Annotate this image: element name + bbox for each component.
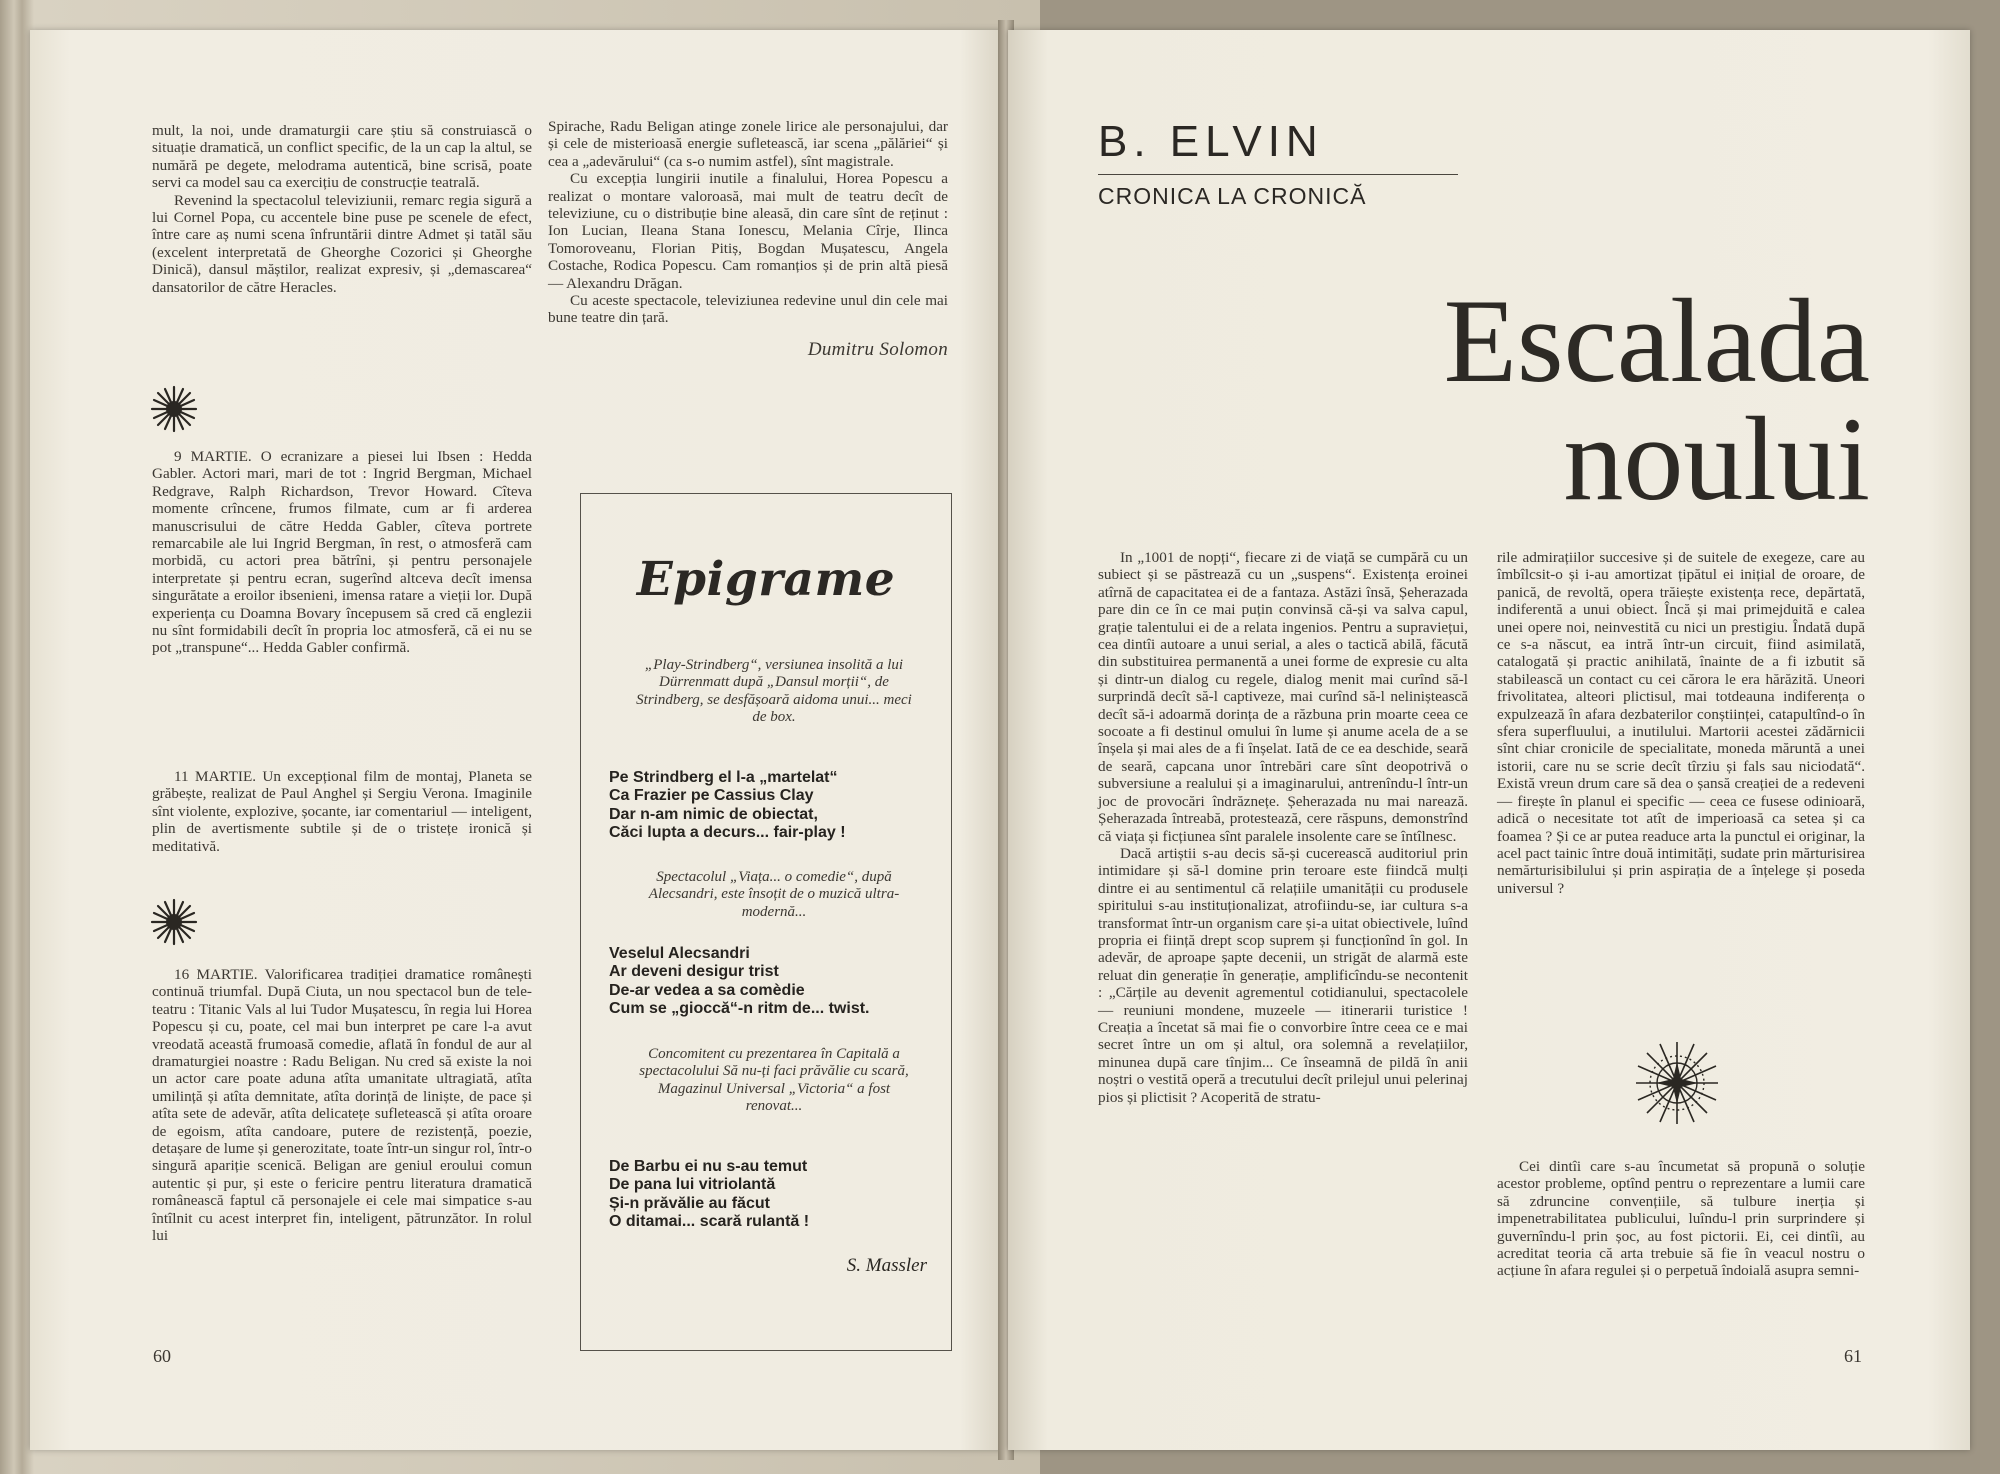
right-page-column-2-bottom xyxy=(1497,1158,1865,1280)
verse-line: De pana lui vitriolantă xyxy=(609,1176,776,1194)
paragraph: 11 MARTIE. Un excepțional film de montaj, Planeta se grăbește, realizat de Paul Anghel și Sergiu Verona. Imaginile sînt violente, explozive, șocante, iar comentariul — inteligent, plin de avertismente subtile și de o tristețe ironică și meditativă. xyxy=(152,768,532,855)
right-page-column-2 xyxy=(1497,549,1865,897)
epigram-intro: Concomitent cu prezentarea în Capitală a spectacolului Să nu-ți faci prăvălie cu scară, Magazinul Universal „Victoria“ a fost renovat... xyxy=(639,1046,909,1115)
paragraph: Cu excepția lungirii inutile a finalului, Horea Popescu a realizat o montare valoroasă, mai mult de teatru decît de televiziune, cu o distribuție bine aleasă, din care sînt de reținut : Ion Lucian, Ileana Stana Ionescu, Melania Cîrje, Ilinca Tomoroveanu, Florian Pitiș, Bogdan Mușatescu, Angela Costache, Rodica Popescu. Cam romanțios și de prin altă piesă — Alexandru Drăgan. xyxy=(548,170,948,292)
verse-line: Căci lupta a decurs... fair-play ! xyxy=(609,824,846,842)
compass-rose-icon xyxy=(1634,1040,1720,1126)
column-subtitle: CRONICA LA CRONICĂ xyxy=(1098,183,1367,209)
sun-ornament-icon xyxy=(150,898,198,946)
epigrame-title: Epigrame xyxy=(636,552,896,607)
sun-ornament-icon xyxy=(150,385,198,433)
left-page-column-1-entry-16-martie xyxy=(152,966,532,1245)
epigram-verse xyxy=(609,769,929,843)
left-page xyxy=(30,30,1005,1450)
paragraph: 16 MARTIE. Valorificarea tradiției dramatice românești continuă triumfal. După Ciuta, un nou spectacol bun de tele-teatru : Titanic Vals al lui Tudor Mușatescu, în regia lui Horea Popescu și cu, poate, cel mai bun interpret pe care l-a avut vreodată această frumoasă comedie, aflată în fondul de aur al dramaturgiei noastre : Radu Beligan. Nu cred să existe la noi un actor care poate aduna atîta umanitate ultragiată, atîta umilință și atîta demnitate, atîta dorință de liniște, de pace și atîta sete de adevăr, atîta delicatețe sufletească și atîta oroare de egoism, atîta candoare, putere de rezistență, poezie, detașare de lume și generozitate, toate într-un singur rol, într-o singură apariție scenică. Beligan are geniul eroului comun autentic și pur, și este o fericire pentru literatura dramatică românească faptul că personajele ei cele mai simpatice s-au întîlnit cu acest interpret fin, inteligent, pătrunzător. In rolul lui xyxy=(152,966,532,1245)
article-title-line: noului xyxy=(1563,392,1870,525)
paragraph: mult, la noi, unde dramaturgii care știu să construiască o situație dramatică, un conflict specific, de la un cap la altul, se numără pe degete, melodrama autentică, bine scrisă, poate servi ca model sau ca exercițiu de construcție teatrală. xyxy=(152,122,532,192)
article-title-line: Escalada xyxy=(1443,274,1870,407)
article-title xyxy=(1370,274,1870,525)
verse-line: Ar deveni desigur trist xyxy=(609,963,779,981)
epigrame-signature: S. Massler xyxy=(846,1255,927,1276)
epigrame-box xyxy=(580,493,952,1351)
paragraph: Spirache, Radu Beligan atinge zonele lirice ale personajului, dar și cele de misterioasă energie sufletească, iar scena „pălăriei“ și cea a „adevărului“ (ca s-o numim astfel), sînt magistrale. xyxy=(548,118,948,170)
verse-line: Și-n prăvălie au făcut xyxy=(609,1194,770,1212)
epigram-verse xyxy=(609,1158,929,1232)
author-name: B. ELVIN xyxy=(1098,117,1324,166)
paragraph: Revenind la spectacolul televiziunii, remarc regia sigură a lui Cornel Popa, cu accentele bine puse pe scenele de efect, între care aș numi scena înfruntării dintre Admet și tatăl său (excelent interpretată de Gheorghe Cozorici și Gheorghe Dinică), dansul măștilor, realizat expresiv, și „demascarea“ dansatorilor de către Heracles. xyxy=(152,191,532,296)
verse-line: De Barbu ei nu s-au temut xyxy=(609,1158,808,1175)
verse-line: Pe Strindberg el l-a „martelat“ xyxy=(609,769,838,786)
verse-line: Dar n-am nimic de obiectat, xyxy=(609,805,818,823)
paragraph: In „1001 de nopți“, fiecare zi de viață se cumpără cu un subiect și se păstrează cu un „suspens“. Existența eroinei atîrnă de capacitatea ei de a fantaza. Astăzi însă, Șeherazada pare din ce în ce mai puțin convinsă că-și va salva capul, grație talentului ei de a relata ingenios. Pentru a supraviețui, cea dintîi autoare a unui serial, a ales o tactică abilă, făcută din substituirea permanentă a unei forme de expresie cu alta și dintr-un dialog cu regele, dialog menit mai curînd să-l surprindă decît să-l captiveze, mai curînd să-l neliniștească decît să-i adoarmă dorința de a răzbuna prin moarte ceea ce socoate a fi destinul omului în lume și anume acela de a se înșela și mai ales de a fi înșelat. Iată de ce ea deschide, seară de seară, capcana unor întrebări care sînt deopotrivă o subversiune a realului și a imaginarului, antrenîndu-l într-un joc de provocări îndrăznețe. Șeherazada nu mai narează. Șeherazada întreabă, protestează, cere răspuns, demonstrînd că viața și ficțiunea sînt paralele insolente care se întîlnesc. xyxy=(1098,549,1468,845)
paragraph: 9 MARTIE. O ecranizare a piesei lui Ibsen : Hedda Gabler. Actori mari, mari de tot : Ingrid Bergman, Michael Redgrave, Ralph Richardson, Trevor Howard. Cîteva momente crîncene, frumos filmate, cum ar fi arderea manuscrisului de către Hedda Gabler, cîteva portrete remarcabile ale lui Ingrid Bergman, în rest, o atmosferă cam morbidă, cu actori prea bătrîni, și pentru personajele interpretate și pentru ecran, sugerînd altceva decît imensa singurătate a eroilor ibsenieni, imensa ratare a vieții lor. După experiența cu Doamna Bovary începusem să cred că englezii nu sînt formidabili decît în propria loc atmosferă, că ei nu se pot „transpune“... Hedda Gabler confirmă. xyxy=(152,448,532,657)
verse-line: O ditamai... scară rulantă ! xyxy=(609,1213,810,1231)
left-page-column-1-entry-11-martie xyxy=(152,768,532,855)
verse-line: De-ar vedea a sa comèdie xyxy=(609,981,805,999)
left-page-column-1-entry-9-martie xyxy=(152,448,532,657)
right-page-column-1 xyxy=(1098,549,1468,1106)
page-number: 61 xyxy=(1844,1346,1862,1366)
paragraph: Cei dintîi care s-au încumetat să propună o soluție acestor probleme, optînd pentru o reprezentare a lumii care să zdruncine convențiile, să tulbure inerția și impenetrabilitatea publicului, luîndu-l prin surprindere și guvernîndu-l prin șoc, au fost pictorii. Ei, cei dintîi, au acreditat teoria că arta trebuie să fie în veacul nostru o acțiune în afara regulei și o perpetuă îndoială asupra semni- xyxy=(1497,1158,1865,1280)
paragraph: Dacă artiștii s-au decis să-și cucerească auditoriul prin intimidare și să-l domine prin teroare este fiindcă mulți dintre ei au sentimentul că relațiile umanității cu produsele spiritului s-au instituționalizat, atrofiindu-se, iar cultura s-a transformat într-un organism care și-a uitat obiectivele, luînd propria ei ființă drept scop suprem și funcționînd în gol. In adevăr, de aproape șapte decenii, un strigăt de alarmă este reluat din generație în generație, amplificîndu-se necontenit : „Cărțile au devenit agrementul cotidianului, spectacolele — reuniuni mondene, muzeele — itinerarii turistice ! Creația a încetat să mai fie o convorbire între ceea ce e mai secret între un om și altul, ora solemnă a revelațiilor, minunea după care tînjim... Ce înseamnă de pildă în anii noștri o vestită operă a trecutului decît prilejul unui pelerinaj pios și plictisit ? Acoperită de stratu- xyxy=(1098,844,1468,1106)
heading-rule xyxy=(1098,174,1458,175)
paragraph: Cu aceste spectacole, televiziunea redevine unul din cele mai bune teatre din țară. xyxy=(548,292,948,327)
verse-line: Veselul Alecsandri xyxy=(609,945,750,962)
verse-line: Cum se „gioccă“-n ritm de... twist. xyxy=(609,1000,870,1018)
epigram-intro: Spectacolul „Viața... o comedie“, după Alecsandri, este însoțit de o muzică ultra-modernă... xyxy=(648,869,900,920)
verse-line: Ca Frazier pe Cassius Clay xyxy=(609,787,814,805)
paragraph: rile admirațiilor succesive și de suitele de exegeze, care au îmbîlcsit-o și i-au amortizat țipătul ei inițial de oroare, de panică, de revoltă, opera trăiește existența rece, depărtată, indiferentă a unui obiect. Încă și mai primejduită e calea unei opere noi, neinvestită cu nici un prestigiu. Îndată după ce s-a născut, ea intră într-un circuit, fiind asimilată, catalogată și practic anihilată, înainte de a fi izbutit să stabilească un contact cu cei cărora le era hărăzită. Uneori frivolitatea, alteori plictisul, mai totdeauna indiferența o expulzează în afara dezbaterilor conștiinței, catapultînd-o în sfera superfluului, a inutilului. Martorii acestei zădărnicii sînt chiar cronicile de specialitate, moneda măruntă a unei istorii, care nu se scrie decît tîrziu și fals sau niciodată“. Există vreun drum care să dea o șansă creației de a redeveni — firește în planul ei specific — ceea ce fusese odinioară, adică o necesitate tot atît de imperioasă ca setea și ca foamea ? Și ce ar putea readuce arta la punctul ei originar, la acel pact tainic între două intimități, sudate prin mărturisirea nemărturisibilului și prin aspirația de a înțelege și poseda universul ? xyxy=(1497,549,1865,897)
left-page-column-1 xyxy=(152,122,532,296)
epigram-intro: „Play-Strindberg“, versiunea insolită a lui Dürrenmatt după „Dansul morții“, de Strindberg, se desfășoară aidoma unui... meci de box. xyxy=(636,657,912,726)
page-number: 60 xyxy=(153,1346,171,1366)
left-page-column-2 xyxy=(548,118,948,358)
author-signature: Dumitru Solomon xyxy=(807,338,948,360)
epigram-verse xyxy=(609,945,929,1019)
